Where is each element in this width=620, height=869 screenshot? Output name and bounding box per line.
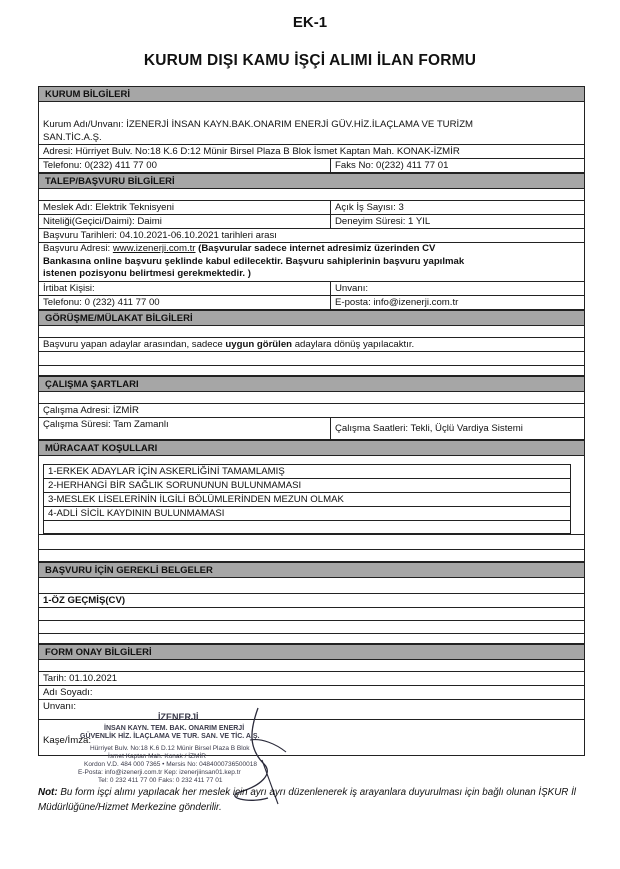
note-text: Bu form işçi alımı yapılacak her meslek için ayrı ayrı düzenlenerek iş arayanlara duyurulması için bağlı olunan İŞKUR İl Müdürlüğüne/Hizmet Merkezine gönderilir.	[38, 787, 576, 813]
stamp-line-5: Kordon V.D. 484 000 7365 • Mersis No: 0484000736500018	[84, 761, 257, 768]
talep-nitelik: Niteliği(Geçici/Daimi): Daimi	[43, 216, 162, 227]
muracaat-item-3: 3-MESLEK LİSELERİNİN İLGİLİ BÖLÜMLERİNDEN MEZUN OLMAK	[43, 493, 571, 507]
kurum-adres-row	[38, 145, 585, 159]
muracaat-item-2: 2-HERHANGİ BİR SAĞLIK SORUNUNUN BULUNMAMASI	[43, 479, 571, 493]
calisma-adres: Çalışma Adresi: İZMİR	[38, 404, 585, 418]
belgeler-blank-2	[38, 621, 585, 634]
calisma-spacer	[38, 391, 585, 404]
muracaat-item-4: 4-ADLİ SİCİL KAYDININ BULUNMAMASI	[43, 507, 571, 521]
talep-telefon: Telefonu: 0 (232) 411 77 00	[43, 296, 160, 308]
muracaat-gap	[38, 550, 585, 562]
onay-tarih: Tarih: 01.10.2021	[38, 672, 585, 686]
muracaat-item-blank	[43, 521, 571, 534]
kurum-unvan-line1: İZENERJİ İNSAN KAYN.BAK.ONARIM ENERJİ GÜV.HİZ.İLAÇLAMA VE TURİZM	[126, 119, 474, 130]
muracaat-box	[38, 455, 585, 550]
onay-spacer	[38, 659, 585, 672]
kurum-unvan-label: Kurum Adı/Unvanı:	[43, 119, 127, 130]
kurum-faks: Faks No: 0(232) 411 77 01	[330, 159, 584, 172]
stamp-line-4: İsmet Kaptan Mah. Konak / İZMİR	[108, 753, 206, 760]
section-belgeler-header: BAŞVURU İÇİN GEREKLİ BELGELER	[38, 562, 585, 577]
kurum-unvan-row	[38, 101, 585, 145]
gorusme-blank2	[38, 366, 585, 376]
talep-acik-is: Açık İş Sayısı: 3	[330, 201, 584, 214]
calisma-sure-row	[38, 418, 585, 440]
stamp-line-3: Hürriyet Bulv. No:18 K.6 D.12 Münir Birsel Plaza B Blok	[90, 745, 250, 752]
gorusme-blank	[38, 352, 585, 366]
talep-spacer	[38, 188, 585, 201]
muracaat-item-1: 1-ERKEK ADAYLAR İÇİN ASKERLİĞİNİ TAMAMLAMIŞ	[43, 464, 571, 479]
section-gorusme-header: GÖRÜŞME/MÜLAKAT BİLGİLERİ	[38, 310, 585, 325]
note-label: Not:	[38, 787, 58, 798]
talep-irtibat-row	[38, 282, 585, 296]
belgeler-spacer	[38, 577, 585, 594]
stamp-line-2: GÜVENLİK HİZ. İLAÇLAMA VE TUR. SAN. VE TİC. A.Ş.	[80, 733, 260, 740]
section-kurum-header: KURUM BİLGİLERİ	[38, 86, 585, 101]
kurum-adres-value: Hürriyet Bulv. No:18 K.6 D:12 Münir Birsel Plaza B Blok İsmet Kaptan Mah. KONAK-İZMİR	[75, 146, 460, 157]
section-calisma-header: ÇALIŞMA ŞARTLARI	[38, 376, 585, 391]
gorusme-text-c: adaylara dönüş yapılacaktır.	[292, 338, 415, 350]
muracaat-bottom	[39, 534, 584, 549]
gorusme-text-a: Başvuru yapan adaylar arasından, sadece	[43, 338, 226, 350]
onay-adi: Adı Soyadı:	[38, 686, 585, 700]
talep-irtibat: İrtibat Kişisi:	[43, 282, 95, 294]
stamp-line-1: İNSAN KAYN. TEM. BAK. ONARIM ENERJİ	[104, 725, 245, 732]
belgeler-blank-3	[38, 634, 585, 644]
talep-adres-note3: istenen pozisyonu belirtmesi gerekmektedir. )	[43, 268, 251, 279]
talep-adres-link[interactable]: www.izenerji.com.tr	[112, 243, 196, 254]
stamp-company-name: İZENERJİ	[158, 712, 199, 722]
talep-deneyim: Deneyim Süresi: 1 YIL	[330, 215, 584, 228]
onay-kase: Kaşe/İmza:	[38, 720, 585, 756]
talep-meslek: Meslek Adı: Elektrik Teknisyeni	[43, 202, 174, 213]
calisma-sure: Çalışma Süresi: Tam Zamanlı	[43, 418, 169, 430]
gorusme-spacer	[38, 325, 585, 338]
gorusme-text-b: uygun görülen	[225, 338, 293, 350]
kurum-unvan-line2: SAN.TİC.A.Ş.	[43, 132, 102, 143]
form-title: KURUM DIŞI KAMU İŞÇİ ALIMI İLAN FORMU	[143, 52, 477, 69]
section-talep-header: TALEP/BAŞVURU BİLGİLERİ	[38, 173, 585, 188]
talep-tarih: Başvuru Tarihleri: 04.10.2021-06.10.2021 tarihleri arası	[38, 229, 585, 243]
talep-iletisim-row	[38, 296, 585, 310]
talep-adres-row	[38, 243, 585, 282]
belgeler-item-1: 1-ÖZ GEÇMİŞ(CV)	[38, 594, 585, 608]
section-onay-header: FORM ONAY BİLGİLERİ	[38, 644, 585, 659]
footer-note	[38, 785, 586, 815]
section-muracaat-header: MÜRACAAT KOŞULLARI	[38, 440, 585, 455]
kurum-contact-row	[38, 159, 585, 173]
talep-nitelik-row	[38, 215, 585, 229]
talep-adres-note2: Bankasına online başvuru şeklinde kabul edilecektir. Başvuru sahiplerinin başvuru yapılmak	[43, 255, 465, 267]
onay-unvani: Unvanı:	[38, 700, 585, 720]
gorusme-text	[38, 338, 585, 352]
stamp-line-7: Tel: 0 232 411 77 00 Faks: 0 232 411 77 01	[98, 777, 223, 784]
talep-unvani: Unvanı:	[330, 282, 584, 295]
talep-eposta: E-posta: info@izenerji.com.tr	[330, 296, 584, 309]
stamp-line-6: E-Posta: info@izenerji.com.tr Kep: izenerjiinsan01.kep.tr	[78, 769, 241, 776]
calisma-saat: Çalışma Saatleri: Tekli, Üçlü Vardiya Sistemi	[330, 418, 584, 439]
talep-adres-label: Başvuru Adresi:	[43, 243, 113, 254]
application-form	[38, 86, 585, 756]
ek-label: EK-1	[292, 14, 328, 31]
belgeler-blank-1	[38, 608, 585, 621]
talep-meslek-row	[38, 201, 585, 215]
talep-adres-note1: (Başvurular sadece internet adresimiz üzerinden CV	[195, 243, 436, 254]
kurum-adres-label: Adresi:	[43, 146, 76, 157]
kurum-telefon: Telefonu: 0(232) 411 77 00	[43, 160, 157, 171]
